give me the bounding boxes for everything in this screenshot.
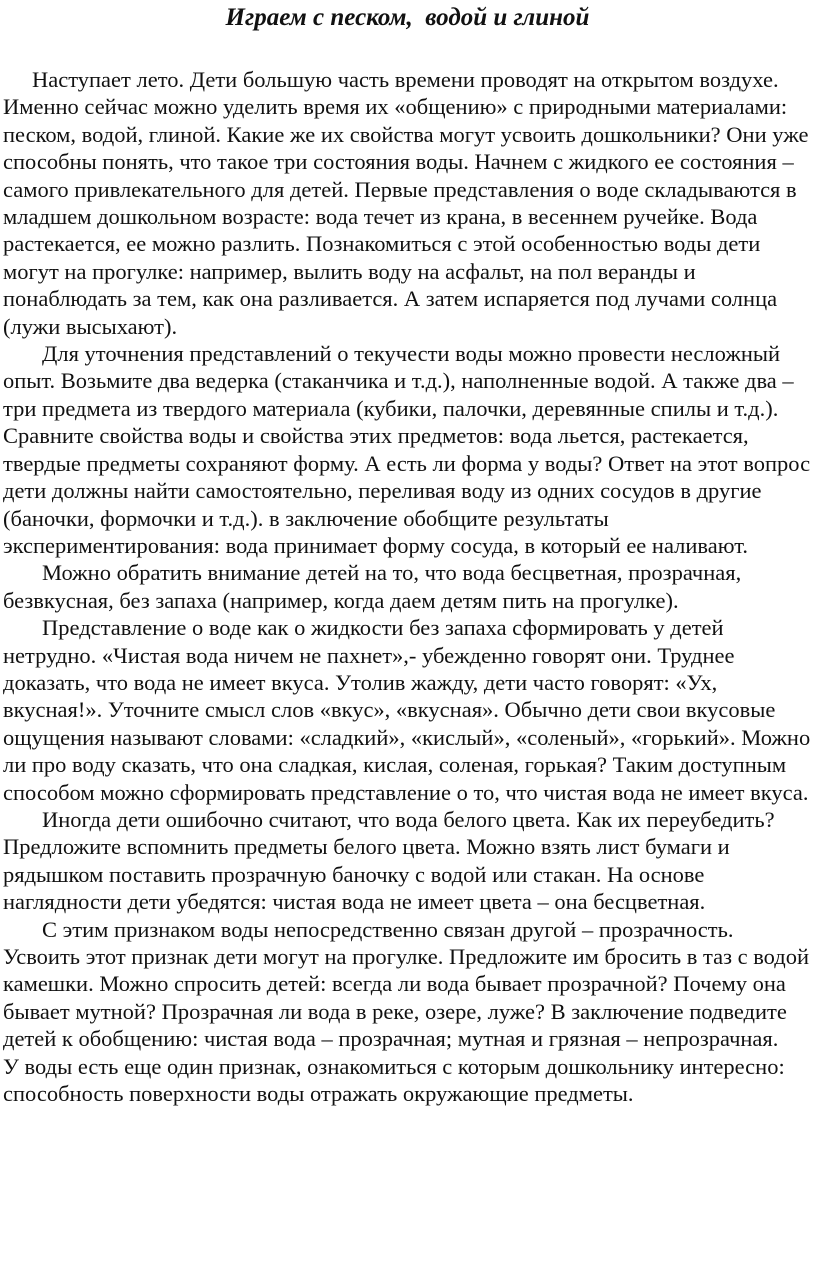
- document-title: Играем с песком, водой и глиной: [225, 4, 590, 31]
- paragraph-7: У воды есть еще один признак, ознакомиться с которым дошкольнику интересно: способность поверхности воды отражать окружающие предметы.: [3, 1053, 785, 1107]
- paragraph-1: Наступает лето. Дети большую часть времени проводят на открытом воздухе. Именно сейчас можно уделить время их «общению» с природными материалами: песком, водой, глиной. Какие же их свойства могут усвоить дошкольники? Они уже способны понять, что такое три состояния воды. Начнем с жидкого ее состояния – самого привлекательного для детей. Первые представления о воде складываются в младшем дошкольном возрасте: вода течет из крана, в весеннем ручейке. Вода растекается, ее можно разлить. Познакомиться с этой особенностью воды дети могут на прогулке: например, вылить воду на асфальт, на пол веранды и понаблюдать за тем, как она разливается. А затем испаряется под лучами солнца (лужи высыхают).: [3, 67, 809, 339]
- paragraph-2: Для уточнения представлений о текучести воды можно провести несложный опыт. Возьмите два ведерка (стаканчика и т.д.), наполненные водой. А также два – три предмета из твердого материала (кубики, палочки, деревянные спилы и т.д.). Сравните свойства воды и свойства этих предметов: вода льется, растекается, твердые предметы сохраняют форму. А есть ли форма у воды? Ответ на этот вопрос дети должны найти самостоятельно, переливая воду из одних сосудов в другие (баночки, формочки и т.д.). в заключение обобщите результаты экспериментирования: вода принимает форму сосуда, в который ее наливают.: [3, 341, 811, 558]
- document-body: [3, 66, 812, 1107]
- paragraph-4: Представление о воде как о жидкости без запаха сформировать у детей нетрудно. «Чистая вода ничем не пахнет»,- убежденно говорят они. Труднее доказать, что вода не имеет вкуса. Утолив жажду, дети часто говорят: «Ух, вкусная!». Уточните смысл слов «вкус», «вкусная». Обычно дети свои вкусовые ощущения называют словами: «сладкий», «кислый», «соленый», «горький». Можно ли про воду сказать, что она сладкая, кислая, соленая, горькая? Таким доступным способом можно сформировать представление о то, что чистая вода не имеет вкуса.: [3, 615, 811, 805]
- paragraph-5: Иногда дети ошибочно считают, что вода белого цвета. Как их переубедить? Предложите вспомнить предметы белого цвета. Можно взять лист бумаги и рядышком поставить прозрачную баночку с водой или стакан. На основе наглядности дети убедятся: чистая вода не имеет цвета – она бесцветная.: [3, 806, 775, 915]
- paragraph-6: С этим признаком воды непосредственно связан другой – прозрачность. Усвоить этот признак дети могут на прогулке. Предложите им бросить в таз с водой камешки. Можно спросить детей: всегда ли вода бывает прозрачной? Почему она бывает мутной? Прозрачная ли вода в реке, озере, луже? В заключение подведите детей к обобщению: чистая вода – прозрачная; мутная и грязная – непрозрачная.: [3, 916, 810, 1052]
- paragraph-3: Можно обратить внимание детей на то, что вода бесцветная, прозрачная, безвкусная, без запаха (например, когда даем детям пить на прогулке).: [3, 560, 742, 613]
